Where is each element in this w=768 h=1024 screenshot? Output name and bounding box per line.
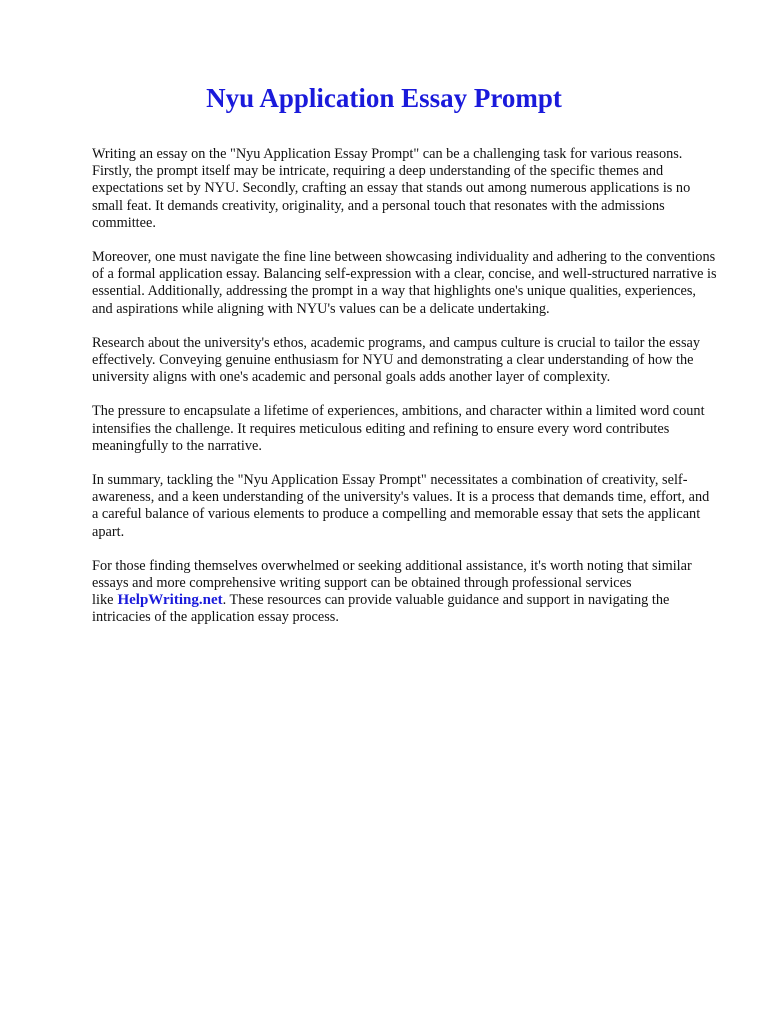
closing-paragraph: [92, 558, 718, 627]
document-body: [92, 146, 718, 644]
paragraph-3: Research about the university's ethos, academic programs, and campus culture is crucial to tailor the essay effectively. Conveying genuine enthusiasm for NYU and demonstrating a clear understanding of how the university aligns with one's academic and personal goals adds another layer of complexity.: [92, 334, 701, 386]
helpwriting-link[interactable]: HelpWriting.net: [117, 592, 223, 609]
document-title: Nyu Application Essay Prompt: [206, 83, 562, 113]
paragraph-5: In summary, tackling the "Nyu Application Essay Prompt" necessitates a combination of creativity, self-awareness, and a keen understanding of the university's values. It is a process that demands time, effort, and a careful balance of various elements to produce a compelling and memorable essay that sets the applicant apart.: [92, 472, 710, 540]
paragraph-2: Moreover, one must navigate the fine line between showcasing individuality and adhering to the conventions of a formal application essay. Balancing self-expression with a clear, concise, and well-structured narrative is essential. Additionally, addressing the prompt in a way that highlights one's unique qualities, experiences, and aspirations while aligning with NYU's values can be a delicate undertaking.: [92, 249, 717, 317]
closing-text-after-link: . These resources can provide valuable guidance and support in navigating the intricacies of the application essay process.: [92, 592, 670, 626]
paragraph-1: Writing an essay on the "Nyu Application Essay Prompt" can be a challenging task for various reasons. Firstly, the prompt itself may be intricate, requiring a deep understanding of the specific themes and expectations set by NYU. Secondly, crafting an essay that stands out among numerous applications is no small feat. It demands creativity, originality, and a personal touch that resonates with the admissions committee.: [92, 146, 691, 231]
paragraph-4: The pressure to encapsulate a lifetime of experiences, ambitions, and character within a limited word count intensifies the challenge. It requires meticulous editing and refining to ensure every word contributes meaningfully to the narrative.: [92, 403, 705, 454]
closing-text-before-link: For those finding themselves overwhelmed or seeking additional assistance, it's worth noting that similar essays and more comprehensive writing support can be obtained through professional services like: [92, 557, 692, 609]
